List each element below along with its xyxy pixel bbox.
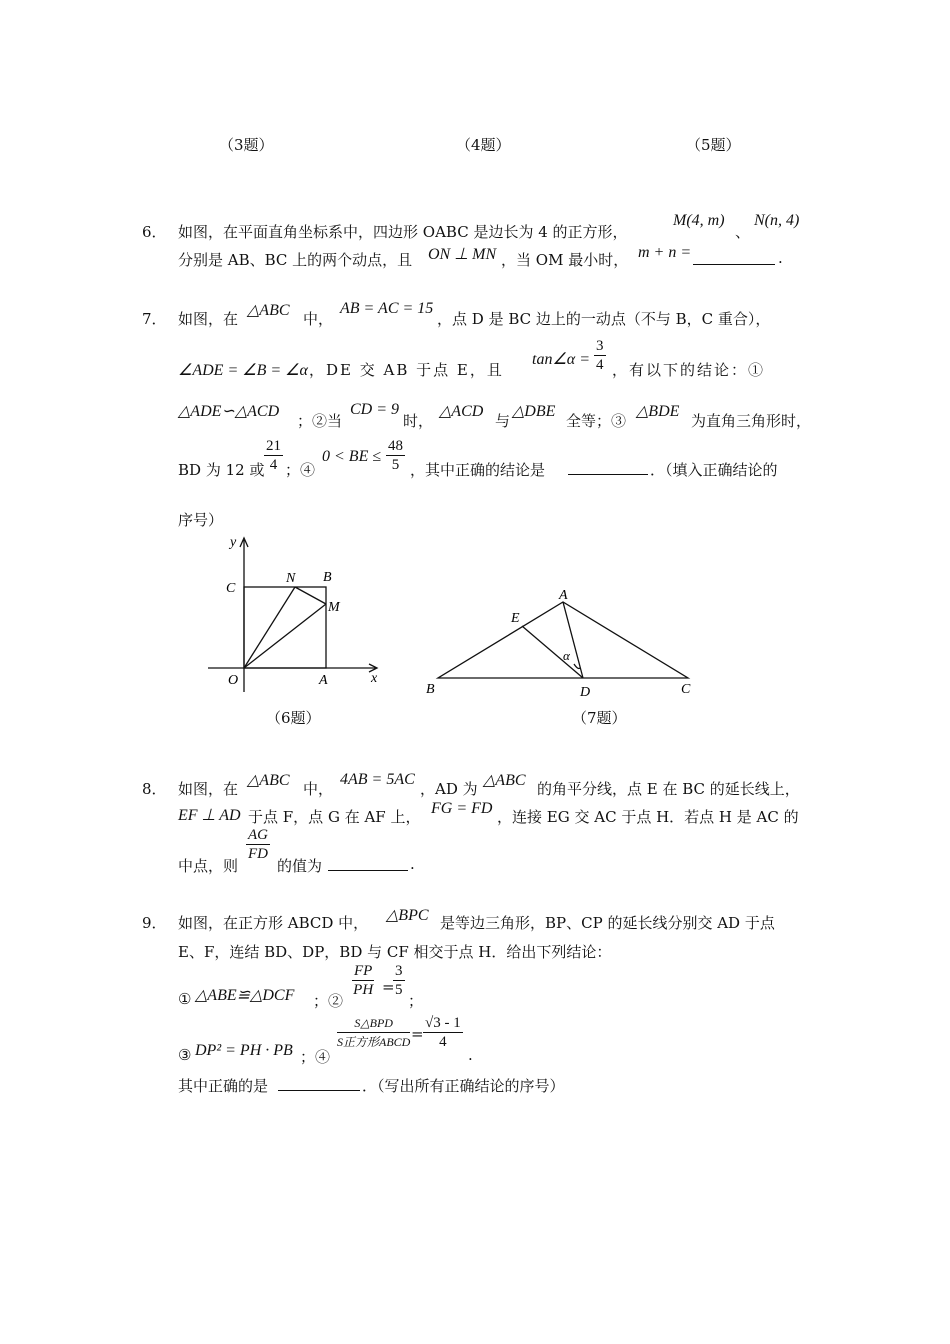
q8-l1b: 中， — [303, 780, 334, 798]
fig6-segment-mn — [295, 587, 326, 604]
fig6-square — [244, 587, 326, 668]
q7-f-num: 21 — [266, 438, 281, 454]
q9-number: 9． — [142, 914, 167, 932]
q8-fg-fd: FG = FD — [431, 800, 493, 817]
fig6-label-m: M — [328, 600, 340, 615]
fig7-label-d: D — [580, 685, 591, 700]
q6-m-point: M(4, m) — [673, 212, 725, 229]
q9-c2-den: PH — [353, 982, 374, 998]
q7-l3b: ；②当 — [297, 412, 343, 430]
q9-c4-vnum: √3 - 1 — [425, 1015, 461, 1031]
q7-cd: CD = 9 — [350, 401, 400, 418]
q7-bde: △BDE — [636, 403, 680, 420]
q7-f-den: 4 — [269, 457, 278, 473]
q8-f-num: AG — [248, 827, 268, 843]
q7-tan: tan∠α = — [532, 351, 590, 368]
q8-l1c: ，AD 为 — [420, 780, 478, 798]
q7-l3e: 全等；③ — [566, 412, 627, 430]
q9-c4-end: . — [468, 1046, 473, 1064]
q7-acd: △ACD — [439, 403, 484, 420]
q7-l4c: ，其中正确的结论是 — [410, 461, 546, 479]
q7-l2b: ，DE 交 AB 于点 E，且 — [309, 361, 504, 379]
fig6-segment-om — [244, 604, 326, 668]
q8-f-den: FD — [248, 846, 268, 862]
fig7-segment-ad — [563, 602, 583, 678]
q9-c2-vden: 5 — [395, 982, 403, 998]
caption-q6: （6题） — [266, 709, 321, 727]
q7-similar: △ADE∽△ACD — [178, 403, 280, 420]
fig7-label-e: E — [511, 611, 520, 626]
fig6-label-a: A — [319, 673, 328, 688]
q8-l2d: ，连接 EG 交 AC 于点 H．若点 H 是 AC 的 — [497, 808, 799, 826]
q6-sep: 、 — [735, 223, 751, 241]
q9-c4-value — [423, 1014, 463, 1051]
q8-ef-perp: EF ⊥ AD — [178, 807, 241, 824]
q7-l1c: ，点 D 是 BC 边上的一动点（不与 B，C 重合）， — [437, 310, 771, 328]
q6-number: 6． — [142, 223, 167, 241]
q7-l4a: BD 为 12 或 — [178, 461, 265, 479]
fig7-label-b: B — [426, 682, 435, 697]
q9-c1c: ；② — [313, 992, 344, 1010]
q8-l3c: . — [410, 855, 415, 873]
figure-6 — [200, 530, 390, 695]
fig6-label-y: y — [230, 535, 237, 550]
fig6-label-x: x — [371, 671, 378, 686]
q6-expr: m + n = — [638, 244, 692, 261]
caption-q5: （5题） — [686, 136, 741, 154]
q7-number: 7． — [142, 310, 167, 328]
q8-l1a: 如图，在 — [178, 780, 239, 798]
q7-l1b: 中， — [303, 310, 334, 328]
caption-q7: （7题） — [572, 709, 627, 727]
q9-c2-eq: = — [382, 978, 395, 996]
q8-l2b: 于点 F，点 G 在 AF 上， — [248, 808, 421, 826]
q7-l1a: 如图，在 — [178, 310, 239, 328]
q9-tri: △BPC — [386, 907, 429, 924]
q9-c4-frac — [337, 1014, 410, 1051]
q9-c4-num: S△BPD — [337, 1014, 410, 1033]
q9-l5a: 其中正确的是 — [178, 1077, 269, 1095]
q6-line1: 如图，在平面直角坐标系中，四边形 OABC 是边长为 4 的正方形， — [178, 223, 628, 241]
q8-l3a: 中点，则 — [178, 857, 239, 875]
q6-end: . — [778, 249, 783, 267]
q7-be-den: 5 — [391, 457, 400, 473]
q9-l1a: 如图，在正方形 ABCD 中， — [178, 914, 369, 932]
q9-c3a: ③ — [178, 1046, 192, 1064]
q9-c2-vnum: 3 — [395, 963, 403, 979]
q7-tan-den: 4 — [596, 357, 604, 373]
q9-answer-blank[interactable] — [278, 1076, 360, 1091]
fig7-label-alpha: α — [563, 648, 570, 663]
q9-c2-value — [393, 962, 405, 999]
fig6-label-b: B — [323, 570, 332, 585]
q7-l5: 序号） — [178, 511, 224, 529]
q7-angle-eq: ∠ADE = ∠B = ∠α — [178, 362, 308, 379]
q9-c2-num: FP — [354, 963, 373, 979]
q9-c3b: DP² = PH · PB — [195, 1042, 293, 1059]
q9-c1b: △ABE≌△DCF — [195, 987, 295, 1004]
q8-eq: 4AB = 5AC — [340, 771, 415, 788]
q7-l4b: ；④ — [285, 461, 316, 479]
q8-number: 8． — [142, 780, 167, 798]
q6-n-point: N(n, 4) — [754, 212, 800, 229]
fig6-segment-on — [244, 587, 295, 668]
fig7-segment-de — [522, 626, 583, 678]
q8-tri2: △ABC — [483, 772, 526, 789]
q9-c1a: ① — [178, 990, 192, 1008]
fig7-label-a: A — [559, 588, 568, 603]
fig7-label-c: C — [681, 682, 691, 697]
q9-l5b: ．（写出所有正确结论的序号） — [362, 1077, 565, 1095]
fig6-label-n: N — [286, 571, 296, 586]
q9-l1b: 是等边三角形，BP、CP 的延长线分别交 AD 于点 — [440, 914, 775, 932]
q9-c2-end: ； — [408, 992, 424, 1010]
q7-l3d: 与 — [495, 412, 511, 430]
q7-ineq: 0 < BE ≤ — [322, 448, 382, 465]
q7-be-num: 48 — [388, 438, 403, 454]
fig7-triangle-abc — [438, 602, 688, 678]
q9-l2: E、F，连结 BD、DP，BD 与 CF 相交于点 H．给出下列结论： — [178, 943, 612, 961]
fig6-label-c: C — [226, 581, 236, 596]
q9-c2-frac — [352, 962, 374, 999]
q7-tan-num: 3 — [596, 338, 604, 354]
q6-answer-blank[interactable] — [693, 250, 775, 265]
q7-tan-frac — [594, 337, 606, 374]
q6-perp: ON ⊥ MN — [428, 246, 497, 263]
caption-q3: （3题） — [219, 136, 274, 154]
q7-dbe: △DBE — [512, 403, 556, 420]
q7-tri-abc: △ABC — [247, 302, 290, 319]
q8-answer-blank[interactable] — [328, 856, 408, 871]
q7-frac-21-4 — [264, 437, 283, 474]
caption-q4: （4题） — [456, 136, 511, 154]
q9-c4-vden: 4 — [439, 1034, 447, 1050]
q7-l3f: 为直角三角形时， — [691, 412, 812, 430]
q9-c4-eq: = — [411, 1025, 424, 1043]
q8-l1d: 的角平分线，点 E 在 BC 的延长线上， — [537, 780, 800, 798]
q9-c3c: ；④ — [300, 1048, 331, 1066]
q6-line2b: ，当 OM 最小时， — [501, 251, 629, 269]
q7-eq1: AB = AC = 15 — [340, 300, 434, 317]
q8-l3b: 的值为 — [277, 857, 323, 875]
figure-7 — [420, 582, 702, 702]
q7-l4d: ．（填入正确结论的 — [650, 461, 778, 479]
q7-l3c: 时， — [403, 412, 434, 430]
q8-tri: △ABC — [247, 772, 290, 789]
q9-c4-den: S正方形ABCD — [337, 1035, 411, 1049]
q7-answer-blank[interactable] — [568, 460, 648, 475]
q7-frac-48-5 — [386, 437, 405, 474]
q7-l2c: ，有以下的结论：① — [612, 361, 766, 379]
q8-frac — [246, 826, 270, 863]
q6-line2a: 分别是 AB、BC 上的两个动点，且 — [178, 251, 413, 269]
fig6-label-o: O — [228, 673, 239, 688]
